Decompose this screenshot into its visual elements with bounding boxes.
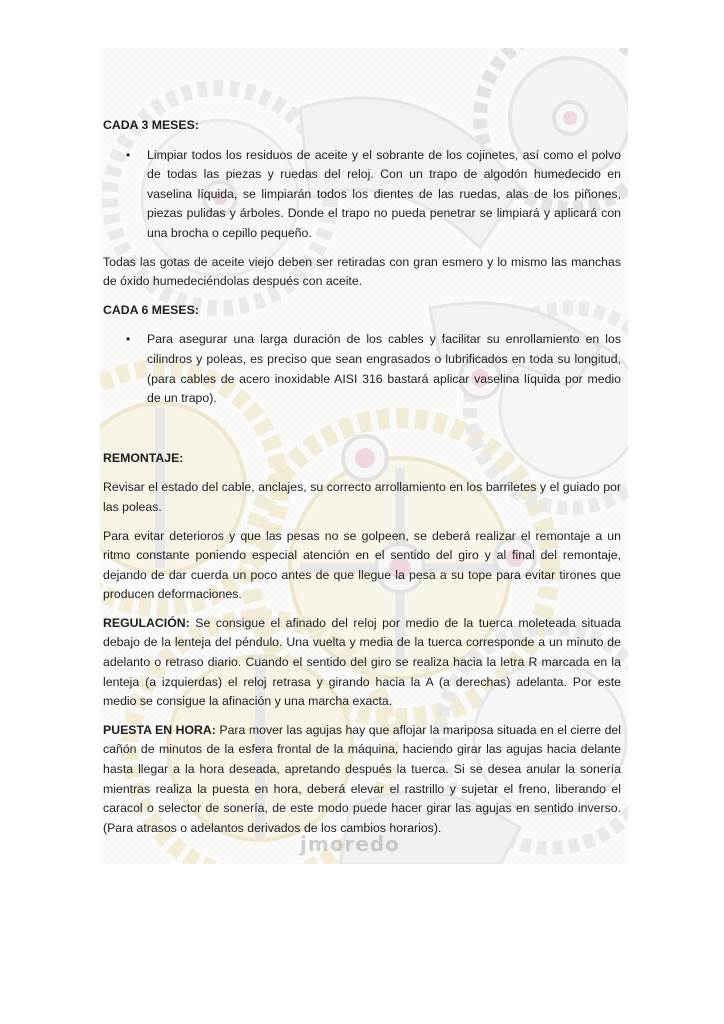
bullet-icon: • bbox=[126, 147, 131, 162]
regulacion-lead: REGULACIÓN: bbox=[103, 615, 190, 630]
paragraph-regulacion bbox=[103, 614, 621, 712]
puesta-lead: PUESTA EN HORA: bbox=[103, 722, 216, 737]
watermark-text: jmoredo bbox=[300, 832, 400, 856]
bullet-text: Limpiar todos los residuos de aceite y el sobrante de los cojinetes, así como el polvo de todas las piezas y ruedas del reloj. Con un trapo de algodón humedecido en vaselina líquida, se limpiarán todos los dientes de las ruedas, alas de los piñones, piezas pulidas y árboles. Donde el trapo no pueda penetrar se limpiará y aplicará con una brocha o cepillo pequeño. bbox=[147, 147, 621, 240]
bullet-list-3-meses bbox=[103, 146, 621, 244]
list-item bbox=[103, 146, 621, 244]
heading-cada-6-meses: CADA 6 MESES: bbox=[103, 302, 199, 317]
heading-remontaje: REMONTAJE: bbox=[103, 450, 184, 465]
bullet-text: Para asegurar una larga duración de los cables y facilitar su enrollamiento en los cilindros y poleas, es preciso que sean engrasados o lubrificados en toda su longitud, (para cables de acero inoxidable AISI 316 bastará aplicar vaselina líquida por medio de un trapo). bbox=[147, 332, 621, 406]
list-item bbox=[103, 330, 621, 408]
bullet-list-6-meses bbox=[103, 330, 621, 408]
heading-cada-3-meses: CADA 3 MESES: bbox=[103, 118, 199, 132]
puesta-text: Para mover las agujas hay que aflojar la mariposa situada en el cierre del cañón de minutos de la esfera frontal de la máquina, haciendo girar las agujas hacia delante hasta llegar a la hora deseada, apretando después la tuerca. Si se desea anular la sonería mientras realiza la puesta en hora, deberá elevar el rastrillo y sujetar el freno, liberando el caracol o selector de sonería, de este modo puede hacer girar las agujas en sentido inverso. (Para atrasos o adelantos derivados de los cambios horarios). bbox=[103, 722, 621, 835]
paragraph-revisar-cable: Revisar el estado del cable, anclajes, su correcto arrollamiento en los barriletes y el guiado por las poleas. bbox=[103, 480, 621, 514]
paragraph-puesta-en-hora bbox=[103, 721, 621, 839]
regulacion-text: Se consigue el afinado del reloj por medio de la tuerca moleteada situada debajo de la lenteja del péndulo. Una vuelta y media de la tuerca corresponde a un minuto de adelanto o retraso diario. Cuando el sentido del giro se realiza hacia la letra R marcada en la lenteja (a izquierdas) el reloj retrasa y girando hacia la A (a derechas) adelanta. Por este medio se consigue la afinación y una marcha exacta. bbox=[103, 615, 621, 709]
paragraph-gotas-aceite: Todas las gotas de aceite viejo deben ser retiradas con gran esmero y lo mismo las manchas de óxido humedeciéndolas después con aceite. bbox=[103, 254, 621, 289]
document-body bbox=[103, 116, 621, 838]
bullet-icon: • bbox=[126, 332, 131, 347]
paragraph-evitar-deterioros: Para evitar deterioros y que las pesas no se golpeen, se deberá realizar el remontaje a un ritmo constante poniendo especial atención en el sentido del giro y al final del remontaje, dejando de dar cuerda un poco antes de que llegue la pesa a su tope para evitar tirones que producen deformaciones. bbox=[103, 528, 621, 602]
